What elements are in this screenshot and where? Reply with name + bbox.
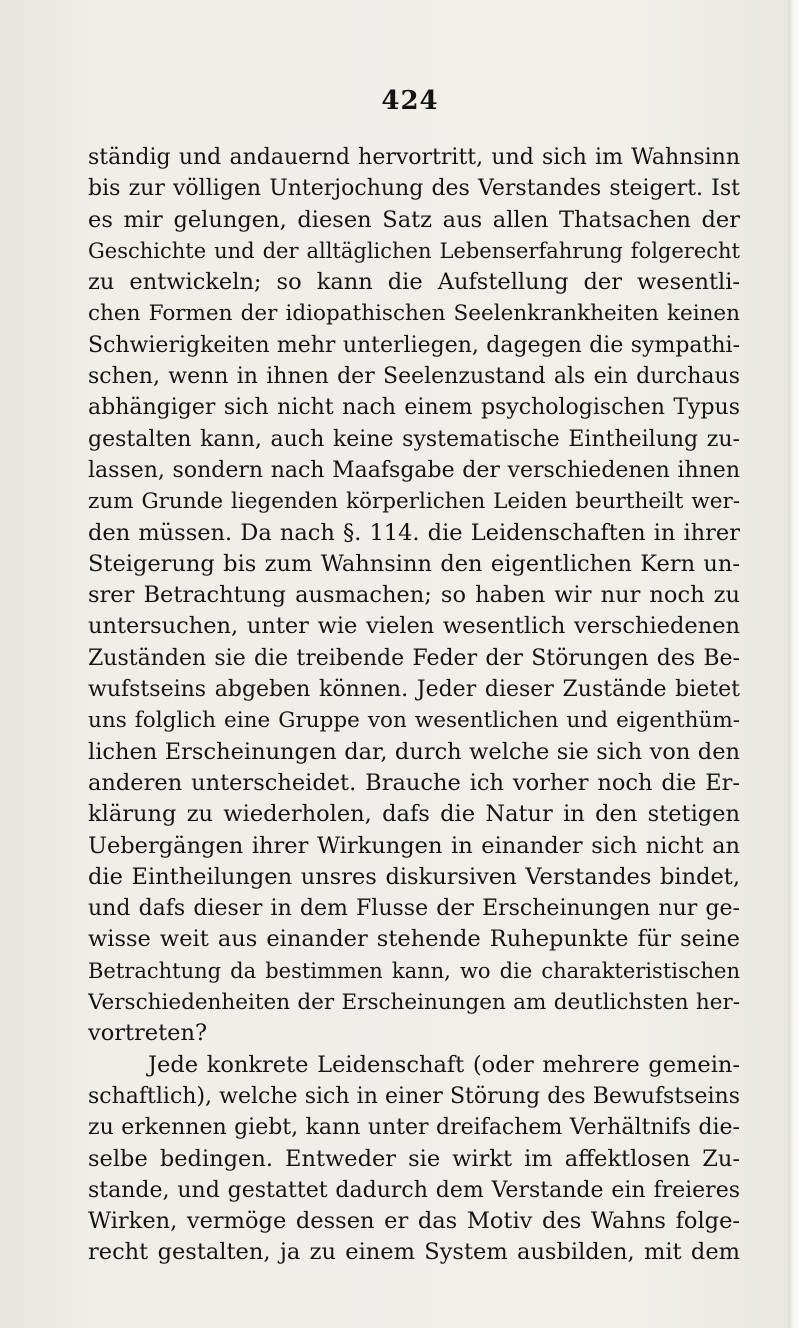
text-line: lichen Erscheinungen dar, durch welche sie sich von den xyxy=(88,738,740,765)
text-line: zum Grunde liegenden körperlichen Leiden beurtheilt wer- xyxy=(88,489,740,515)
text-line: es mir gelungen, diesen Satz aus allen Thatsachen der xyxy=(88,206,740,233)
text-line: schaftlich), welche sich in einer Störung des Bewufstseins xyxy=(88,1083,740,1109)
text-line: chen Formen der idiopathischen Seelenkrankheiten keinen xyxy=(88,301,740,327)
text-line: gestalten kann, auch keine systematische Eintheilung zu- xyxy=(88,426,740,452)
text-line: wisse weit aus einander stehende Ruhepunkte für seine xyxy=(88,926,740,953)
page-edge xyxy=(788,0,800,1328)
text-line: Betrachtung da bestimmen kann, wo die charakteristischen xyxy=(88,958,740,983)
text-line: wufstseins abgeben können. Jeder dieser Zustände bietet xyxy=(88,677,740,703)
text-line: zu erkennen giebt, kann unter dreifachem Verhältnifs die- xyxy=(88,1115,740,1141)
text-line: srer Betrachtung ausmachen; so haben wir nur noch zu xyxy=(88,582,740,609)
text-line: anderen unterscheidet. Brauche ich vorher noch die Er- xyxy=(88,769,740,796)
text-line: ständig und andauernd hervortritt, und sich im Wahnsinn xyxy=(88,145,740,170)
text-line: Steigerung bis zum Wahnsinn den eigentlichen Kern un- xyxy=(88,550,740,577)
text-line: Wirken, vermöge dessen er das Motiv des Wahns folge- xyxy=(88,1208,740,1235)
text-line: schen, wenn in ihnen der Seelenzustand als ein durchaus xyxy=(88,364,740,390)
text-line: den müssen. Da nach §. 114. die Leidenschaften in ihrer xyxy=(88,519,740,546)
text-line: recht gestalten, ja zu einem System ausbilden, mit dem xyxy=(88,1239,740,1266)
text-line: Verschiedenheiten der Erscheinungen am deutlichsten her- xyxy=(88,990,740,1016)
text-line: Uebergängen ihrer Wirkungen in einander sich nicht an xyxy=(88,832,740,859)
text-line: Schwierigkeiten mehr unterliegen, dagegen die sympathi- xyxy=(88,332,740,358)
text-line: zu entwickeln; so kann die Aufstellung der wesentli- xyxy=(88,269,740,296)
text-line: die Eintheilungen unsres diskursiven Verstandes bindet, xyxy=(88,863,740,890)
text-line: selbe bedingen. Entweder sie wirkt im affektlosen Zu- xyxy=(88,1145,740,1172)
page-number: 424 xyxy=(381,86,439,116)
body-text xyxy=(88,142,740,1269)
paragraph-start-line: Jede konkrete Leidenschaft (oder mehrere gemein- xyxy=(148,1051,740,1078)
text-line: klärung zu wiederholen, dafs die Natur in den stetigen xyxy=(88,801,740,828)
text-line: untersuchen, unter wie vielen wesentlich verschiedenen xyxy=(88,613,740,640)
text-line: und dafs dieser in dem Flusse der Erscheinungen nur ge- xyxy=(88,896,740,922)
text-line: abhängiger sich nicht nach einem psychologischen Typus xyxy=(88,395,740,421)
text-line: bis zur völligen Unterjochung des Verstandes steigert. Ist xyxy=(88,176,740,202)
text-line: uns folglich eine Gruppe von wesentlichen und eigenthüm- xyxy=(88,708,740,734)
text-line: Zuständen sie die treibende Feder der Störungen des Be- xyxy=(88,645,740,671)
paragraph-end-line: vortreten? xyxy=(88,1020,208,1047)
text-line: lassen, sondern nach Maafsgabe der verschiedenen ihnen xyxy=(88,457,740,483)
text-line: Geschichte und der alltäglichen Lebenserfahrung folgerecht xyxy=(88,238,740,263)
text-line: stande, und gestattet dadurch dem Verstande ein freieres xyxy=(88,1177,740,1203)
